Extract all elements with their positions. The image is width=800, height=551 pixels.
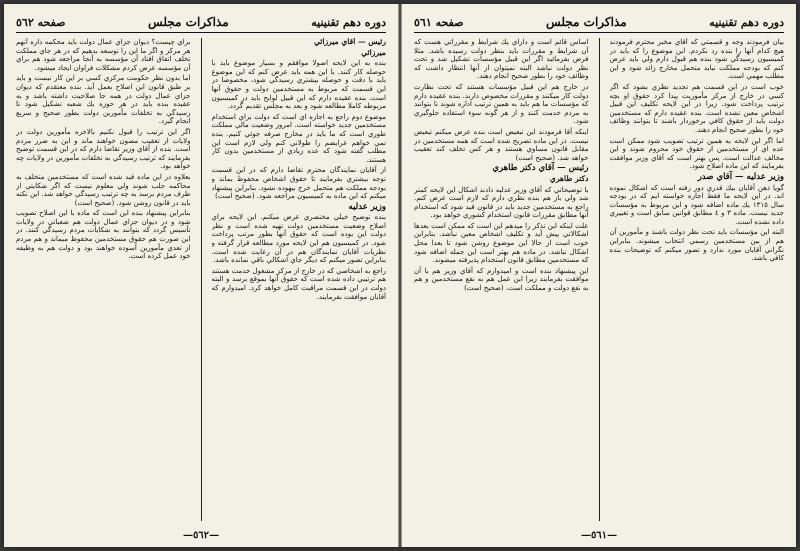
paragraph: بعلاوه در اين ماده قيد شده است كه مستخدمين متخلف به محاكمه جلب شوند ولي معلوم نيست كه اگر شكايتي از طرف مردم برسد به چه ترتيب رسيدگي خواهد شد. اين نكته بايد در قانون روشن شود. (صحيح است) [16,172,191,207]
paragraph: اگر اين ترتيب را قبول نكنيم بالاخره مأمورين دولت در ولايات از تعقيب مصون خواهند ماند و اين به ضرر مردم است. بنده از آقاي وزير تقاضا دارم كه در اين قسمت توضيح بفرمايند كه ترتيب رسيدگي به تخلفات مأمورين در ولايات چه خواهد بود. [16,127,191,171]
paragraph: راجع به اشخاصي كه در خارج از مركز مشغول خدمت هستند هم ترتيبي داده شده است كه حقوق آنها بموقع برسد و البته دولت در اين قسمت مراقبت كامل خواهد كرد. اميدوارم كه آقايان موافقت بفرمايند. [211,266,386,301]
page-number: صفحه ٥٦١ [414,15,464,29]
paragraph: از آقايان نمايندگان محترم تقاضا دارم كه در اين قسمت توجه بيشتري بفرمايند تا حقوق اشخاص محفوظ بماند و بودجه مملكت هم متحمل خرج بيهوده نشود. بنابراين پيشنهاد ميكنم كه اين ماده به كميسيون مراجعه شود. (صحيح است) [211,166,386,201]
paragraph: گويا ذهن آقايان بيك قدري دور رفته است كه اشكال نموده اند. در اين لايحه ما فقط اجازه خواسته ايم كه در بودجه سال ١٣١٥ يك ماده اضافه شود و اين مربوط به مؤسسات جديد نيست. ماده ٣ و ٤ مطابق قوانين سابق است و تغييري داده نشده است. [609,183,784,226]
text-column-right [610,38,785,521]
text-column-left [16,38,191,521]
paragraph: اين پيشنهاد بنده است و اميدوارم كه آقاي وزير هم با آن موافقت بفرمايند زيرا اين عمل هم به نفع مستخدمين و هم به نفع دولت و مملكت است. (صحيح است) [414,266,589,293]
page-title: مذاكرات مجلس [546,15,627,29]
paragraph: بنده به اين لايحه اصولا موافقم و بسيار موضوع بايد با حوصله كار كنند. با اين همه بايد عرض كنم كه اين موضوع بايد با دقت و حوصله بيشتري رسيدگي شود، مخصوصا در اين قسمت كه مربوط به مستخدمين دولت و حقوق آنها است. بنده عقيده دارم كه اين قبيل لوايح بايد در كميسيون مربوطه كاملا مطالعه شود و بعد به مجلس تقديم گردد. [211,59,386,111]
paragraph: بنده توضيح خيلي مختصري عرض ميكنم. اين لايحه براي اصلاح وضعيت مستخدمين دولت تهيه شده است و نظر دولت اين بوده است كه حقوق آنها بطور مرتب پرداخت شود. در كميسيون هم اين لايحه مورد مطالعه قرار گرفته و نظريات آقايان نمايندگان هم در آن رعايت شده است. بنابراين تصور ميكنم كه ديگر جاي اشكالي باقي نمانده باشد. [211,213,386,265]
speaker-label: ميرزائي [361,47,386,57]
book-spread [4,4,796,547]
paragraph: اينكه آقا فرمودند اين تبعيض است بنده عرض ميكنم تبعيض نيست. در اين ماده تصريح شده است كه همه مستخدمين در مقابل قانون مساوي هستند و هر كس تخلف كند تعقيب خواهد شد. (صحيح است) [414,127,589,162]
paragraph: اساس قائم است و داراي يك شرايط و مقرراتي هست كه آن شرايط و مقررات بايد بنظر دولت رسيده باشد. مثلا فرض بفرمائيد اگر اين قبيل مؤسسات تشكيل شد و تحت نظر دولت نباشد البته نميتوان از آنها انتظار داشت كه وظائف خود را بطور صحيح انجام دهند. [414,38,589,81]
paragraph: البته اين مؤسسات بايد تحت نظر دولت باشند و مأمورين آن هم از بين مستخدمين رسمي انتخاب ميشوند. بنابراين نگراني آقايان مورد ندارد و تصور ميكنم كه توضيحات بنده كافي باشد. [609,228,784,263]
session-label: دوره دهم تقنينيه [311,15,386,29]
page-title: مذاكرات مجلس [148,15,229,29]
page-header [16,12,386,33]
folio: —٥٦١— [580,530,618,541]
paragraph: اما بدون نظر حكومت مركزي كسي بر اين كار نيست و بايد بر طبق قانون اين اصلاح بعمل آيد. بنده معتقدم كه ديوان جزاي عمال دولت در همه جا صلاحيت داشته باشد و به عقيده بنده بايد در هر حوزه يك شعبه تشكيل شود تا رسيدگي به تخلفات مأمورين دولت بطور صحيح و سريع انجام گيرد. [16,74,191,126]
paragraph: خوب است در اين قسمت هم تجديد نظري بشود كه اگر كسي در خارج از مركز مأموريت پيدا كرد حقوق او بچه ترتيب پرداخت شود. زيرا در اين لايحه تكليف اين قبيل اشخاص معين نشده است. بنده عقيده دارم كه مستخدمين دولت بايد از حقوق كافي برخوردار باشند تا بتوانند وظائف خود را بطور صحيح انجام دهند. [609,82,784,134]
page-561 [402,4,796,547]
page-header [414,12,784,33]
column-divider [201,38,202,521]
paragraph: در خارج هم اين قبيل مؤسسات هستند كه تحت نظارت دولت كار ميكنند و مقررات مخصوص دارند. بنده عقيده دارم كه مؤسسات ما هم بايد به همين ترتيب اداره شوند تا بتوانند به مردم خدمت كنند و از هر گونه سوء استفاده جلوگيري شود. [414,82,589,126]
paragraph: اما اگر اين لايحه به همين ترتيب تصويب شود ممكن است عده اي از مستخدمين از حقوق خود محروم شوند و اين مخالف عدالت است. پس بهتر است كه آقاي وزير موافقت بفرمايند كه اين ماده اصلاح شود. [609,136,784,171]
paragraph: براي چيست؟ ديوان جزاي عمال دولت بايد محكمه داره آنهم هر مركز و اگر ما اين را توسعه بدهيم كه در هر جاي مملكت تخلف اتفاق افتاد آن مؤسسه به آنجا مراجعه شود هم براي آن مؤسسه عرض كردم مشكلات فراوان ايجاد ميشود. [16,38,191,72]
speaker-label: رئيس — آقاي ميرزائي [313,38,386,46]
speaker-label: وزير عدليه — آقاي صدر [697,171,784,182]
session-label: دوره دهم تقنينيه [709,15,784,29]
page-number: صفحه ٥٦٢ [16,15,66,29]
column-divider [599,38,600,521]
paragraph: علت اينكه اين تذكر را ميدهم اين است كه ممكن است بعدها اشكالاتي پيش آيد و تكليف اشخاص معين نباشد. بنابراين خوب است از حالا اين موضوع روشن شود تا بعدا محل اشكال نباشد. در ماده هم بهتر است اين جمله اضافه شود كه مستخدمين مطابق قانون استخدام پذيرفته ميشوند. [414,221,589,265]
speaker-label: رئيس — آقاي دكتر طاهري [492,163,589,174]
paragraph: موضوع دوم راجع به اجازه اي است كه دولت براي استخدام مستخدمين جديد خواسته است. امروز وضعيت مالي مملكت طوري است كه ما بايد در مخارج صرفه جوئي كنيم. بنده نمي خواهم عرايضم را طولاني كنم ولي لازم است اين مطلب گفته شود كه عده زيادي از مستخدمين بدون كار هستند. [211,112,386,164]
folio: —٥٦٢— [182,530,220,541]
speaker-label: وزير عدليه [348,201,386,212]
paragraph: با توضيحاتي كه آقاي وزير عدليه دادند اشكال اين لايحه كمتر شد ولي باز هم بنده نظري دارم كه لازم است عرض كنم. راجع به مستخدمين جديد بايد در قانون قيد شود كه استخدام آنها مطابق مقررات قانون استخدام كشوري خواهد بود. [414,185,589,220]
paragraph: بيان فرمودند وجه و قسمتي كه آقاي مخبر محترم فرمودند هيچ كدام آنها را بنده رد نكردم. اين موضوع را كه بايد در كميسيون رسيدگي شود بنده هم قبول دارم ولي بايد عرض كنم كه بودجه مملكت نبايد متحمل مخارج زائد شود و اين مطلب مهمي است. [609,38,784,81]
text-column-left [414,38,589,521]
page-562 [4,4,398,547]
paragraph: بنابراين پيشنهاد بنده اين است كه ماده با اين اصلاح تصويب شود و در ديوان جزاي عمال دولت هم شعباتي در ولايات تأسيس گردد كه بتوانند به شكايات مردم رسيدگي كنند. در اين صورت هم حقوق مستخدمين محفوظ ميماند و هم مردم از تعدي مأمورين آسوده خواهند بود و دولت هم به وظيفه خود عمل كرده است. [16,209,191,261]
speaker-label: دكتر طاهري [549,173,589,183]
text-column-right [212,38,387,521]
